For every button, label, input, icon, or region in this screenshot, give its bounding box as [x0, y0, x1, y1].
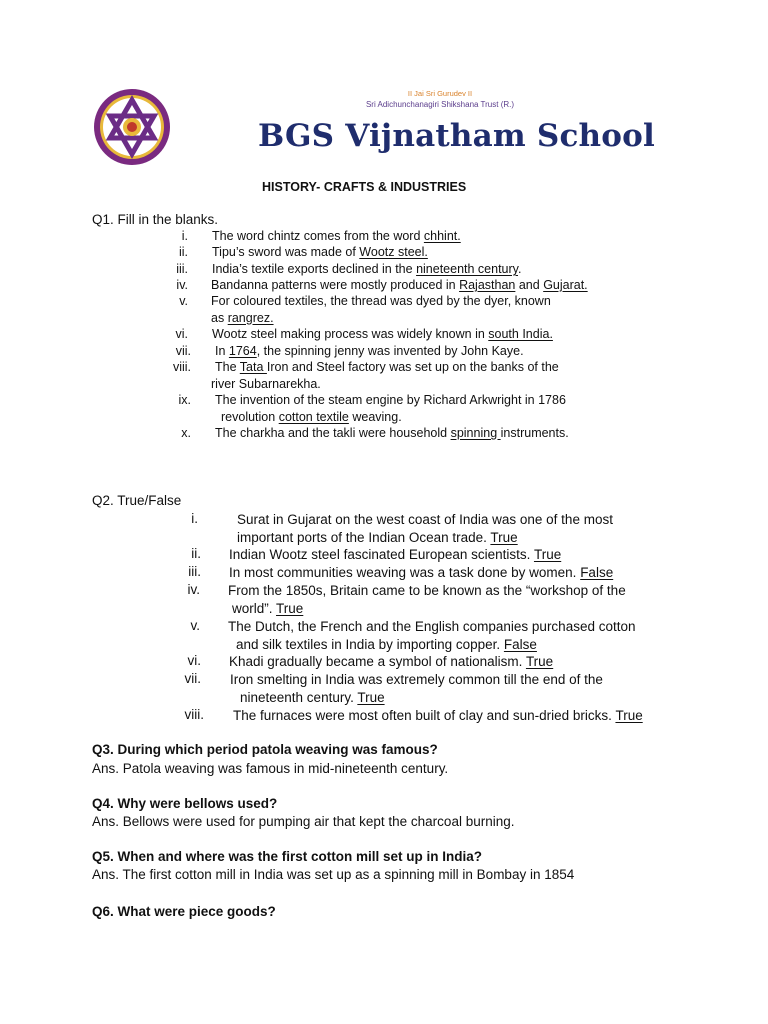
q1-item-text-segment: weaving. — [348, 409, 402, 424]
q3-answer: Ans. Patola weaving was famous in mid-nineteenth century. — [92, 761, 449, 776]
q1-item-text — [212, 245, 428, 259]
q2-item-text — [232, 600, 303, 618]
q1-item-text — [212, 327, 553, 341]
q2-item-number: viii. — [184, 707, 204, 722]
q1-blank-answer: south India. — [488, 327, 553, 341]
q1-item-text-segment: Wootz steel making process was widely known in — [212, 327, 489, 341]
q1-blank-answer: nineteenth century — [416, 262, 518, 276]
q2-item-text — [237, 511, 613, 529]
q1-blank-answer: Gujarat. — [543, 278, 588, 292]
q1-item-text — [211, 311, 274, 325]
q1-item-text — [211, 377, 321, 391]
q1-item-text-segment: Bandanna patterns were mostly produced in — [211, 278, 460, 292]
q2-item-text — [240, 689, 385, 707]
q1-item-text-segment: Tipu’s sword was made of — [212, 245, 360, 259]
q2-statement: important ports of the Indian Ocean trade. — [237, 530, 487, 545]
q1-item-text — [212, 229, 461, 243]
q1-item-number: viii. — [172, 360, 191, 374]
q2-item-text — [233, 707, 643, 725]
q1-item-text-segment: Iron and Steel factory was set up on the banks of the — [266, 360, 559, 374]
q2-answer: True — [276, 601, 304, 616]
q1-item-text-segment: , the spinning jenny was invented by John Kaye. — [256, 344, 524, 358]
q2-statement: From the 1850s, Britain came to be known as the “workshop of the — [228, 583, 626, 598]
q1-item-text-segment: For coloured textiles, the thread was dyed by the dyer, known — [211, 294, 551, 308]
q1-item-text — [211, 294, 551, 308]
q2-statement: The Dutch, the French and the English companies purchased cotton — [228, 619, 636, 634]
q2-item-number: v. — [190, 618, 200, 633]
q2-answer: True — [533, 547, 562, 562]
q1-item-text-segment: revolution — [221, 409, 279, 424]
school-name: BGS Vijnatham School — [258, 118, 656, 154]
q1-item-text — [215, 426, 569, 440]
q5-answer: Ans. The first cotton mill in India was set up as a spinning mill in Bombay in 1854 — [92, 867, 575, 882]
q2-answer: True — [490, 530, 518, 545]
q2-statement: Iron smelting in India was extremely common till the end of the — [230, 672, 603, 687]
q1-item-text-segment: and — [515, 278, 544, 292]
q1-item-number: iv. — [176, 278, 188, 292]
header-mantra: II Jai Sri Gurudev II — [407, 89, 473, 98]
q2-statement: Surat in Gujarat on the west coast of India was one of the most — [237, 512, 613, 527]
q2-statement: world”. — [232, 601, 273, 616]
q1-blank-answer: 1764 — [228, 344, 257, 358]
q1-item-number: x. — [181, 426, 191, 440]
q6-question: Q6. What were piece goods? — [92, 904, 276, 919]
document-title: HISTORY- CRAFTS & INDUSTRIES — [262, 180, 467, 194]
header-trust-name: Sri Adichunchanagiri Shikshana Trust (R.) — [365, 100, 515, 109]
q1-item-text-segment: India’s textile exports declined in the — [212, 262, 417, 276]
q2-item-text — [230, 671, 603, 689]
q2-answer: False — [580, 565, 614, 580]
q2-item-text — [229, 653, 553, 671]
q2-statement: nineteenth century. — [240, 690, 354, 705]
q1-item-text-segment: The invention of the steam engine by Richard Arkwright in 1786 — [215, 393, 566, 407]
q1-item-text — [212, 262, 521, 276]
q1-blank-answer: Tata — [239, 360, 267, 374]
q2-answer: False — [503, 637, 537, 652]
q1-item-text — [215, 393, 566, 407]
q2-item-number: i. — [191, 511, 198, 526]
q2-item-number: ii. — [191, 546, 201, 561]
q2-answer: True — [357, 690, 385, 705]
q1-blank-answer: cotton textile — [278, 409, 349, 424]
q1-item-number: ii. — [178, 245, 188, 259]
q1-blank-answer: chhint. — [423, 229, 461, 243]
q2-answer: True — [615, 708, 643, 723]
q1-item-text-segment: The word chintz comes from the word — [212, 229, 424, 243]
q2-heading: Q2. True/False — [92, 493, 182, 508]
q2-item-number: iii. — [188, 564, 201, 579]
q1-item-number: i. — [181, 229, 188, 243]
q2-item-text — [237, 529, 518, 547]
q1-item-text-segment: . — [518, 262, 522, 276]
q2-answer: True — [525, 654, 554, 669]
q1-item-text — [215, 344, 524, 358]
q1-item-number: vi. — [175, 327, 188, 341]
q2-statement: and silk textiles in India by importing copper. — [236, 637, 501, 652]
q2-item-text — [228, 582, 626, 600]
q1-item-text — [215, 360, 559, 374]
q4-question: Q4. Why were bellows used? — [92, 796, 278, 811]
q2-statement: The furnaces were most often built of clay and sun-dried bricks. — [233, 708, 612, 723]
q1-item-text — [221, 410, 402, 424]
q2-statement: Khadi gradually became a symbol of nationalism. — [229, 654, 523, 669]
q1-item-text-segment: The charkha and the takli were household — [215, 426, 451, 440]
q1-item-text-segment: instruments. — [500, 426, 569, 440]
q1-item-text — [211, 278, 588, 292]
q2-item-text — [229, 546, 561, 564]
q1-item-text-segment: In — [215, 344, 229, 358]
q1-item-number: iii. — [176, 262, 188, 276]
q2-item-text — [228, 618, 636, 636]
q2-item-number: vi. — [187, 653, 201, 668]
q1-item-text-segment: as — [211, 310, 228, 325]
q1-blank-answer: spinning — [450, 426, 501, 440]
q4-answer: Ans. Bellows were used for pumping air that kept the charcoal burning. — [92, 814, 515, 829]
q1-item-number: vii. — [175, 344, 191, 358]
q1-item-text-segment: river Subarnarekha. — [211, 376, 321, 391]
q2-item-number: vii. — [184, 671, 201, 686]
q2-statement: Indian Wootz steel fascinated European scientists. — [229, 547, 531, 562]
q2-item-number: iv. — [187, 582, 200, 597]
school-emblem-icon — [92, 87, 172, 167]
q3-question: Q3. During which period patola weaving was famous? — [92, 742, 438, 757]
q2-item-text — [236, 636, 537, 654]
q2-item-text — [229, 564, 613, 582]
q1-item-number: v. — [179, 294, 188, 308]
q1-blank-answer: Rajasthan — [459, 278, 516, 292]
q1-blank-answer: rangrez. — [227, 310, 274, 325]
q1-item-number: ix. — [178, 393, 191, 407]
q5-question: Q5. When and where was the first cotton mill set up in India? — [92, 849, 483, 864]
q1-item-text-segment: The — [215, 360, 240, 374]
q1-blank-answer: Wootz steel. — [359, 245, 428, 259]
q1-heading: Q1. Fill in the blanks. — [92, 212, 219, 227]
q2-statement: In most communities weaving was a task done by women. — [229, 565, 577, 580]
